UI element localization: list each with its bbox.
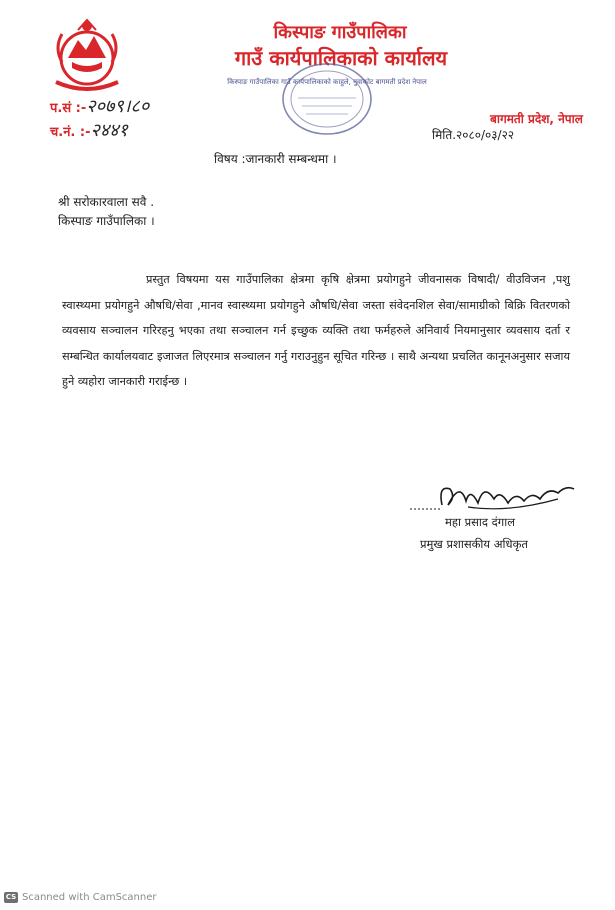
addressee-line-1: श्री सरोकारवाला सवै . — [58, 195, 155, 209]
ps-label: प.सं :- — [50, 101, 87, 116]
signatory-title: प्रमुख प्रशासकीय अधिकृत — [420, 537, 528, 551]
municipality-name: किस्पाङ गाउँपालिका — [273, 22, 407, 43]
camscanner-icon: CS — [5, 893, 17, 901]
cn-reference — [50, 118, 128, 142]
addressee-line-2: किस्पाङ गाउँपालिका । — [58, 214, 155, 228]
letter-date: मिति.२०८०/०३/२२ — [432, 128, 515, 142]
letter-body: प्रस्तुत विषयमा यस गाउँपालिका क्षेत्रमा कृषि क्षेत्रमा प्रयोगहुने जीवनासक विषादी/ वीउविजन ,पशु स्वास्थ्यमा प्रयोगहुने औषधि/सेवा ,मानव स्वास्थ्यमा प्रयोगहुने औषधि/सेवा जस्ता संवेदनशिल सेवा/सामाग्रीको बिक्रि वितरणको व्यवसाय सञ्चालन गरिरहनु भएका तथा सञ्चालन गर्न इच्छुक व्यक्ति तथा फर्महरुले अनिवार्य नियमानुसार व्यवसाय दर्ता र सम्बन्धित कार्यालयवाट इजाजत लिएरमात्र सञ्चालन गर्नु गराउनुहुन सूचित गरिन्छ । साथै अन्यथा प्रचलित कानूनअनुसार सजाय हुने व्यहोरा जानकारी गराईन्छ । — [62, 273, 570, 388]
nepal-emblem-icon — [48, 18, 126, 94]
office-stamp — [227, 60, 427, 138]
ps-reference — [50, 94, 149, 118]
province-label: बागमती प्रदेश, नेपाल — [490, 112, 583, 126]
cn-label: च.नं. :- — [50, 125, 91, 140]
cn-value: २४४१ — [90, 120, 128, 141]
scanner-watermark — [4, 892, 157, 903]
stamp-text: किस्पाङ गाउँपालिका गाउँ कार्यपालिकाको काहुले, नुवाकोट बागमती प्रदेश नेपाल — [227, 78, 427, 86]
letter-subject: विषय :जानकारी सम्बन्धमा । — [214, 152, 337, 166]
signatory-name: महा प्रसाद दंगाल — [445, 515, 516, 529]
office-name: गाउँ कार्यपालिकाको कार्यालय — [234, 46, 448, 70]
signature-icon — [408, 477, 578, 519]
scanner-text: Scanned with CamScanner — [22, 892, 157, 903]
ps-value: २०७९।८० — [86, 96, 150, 117]
